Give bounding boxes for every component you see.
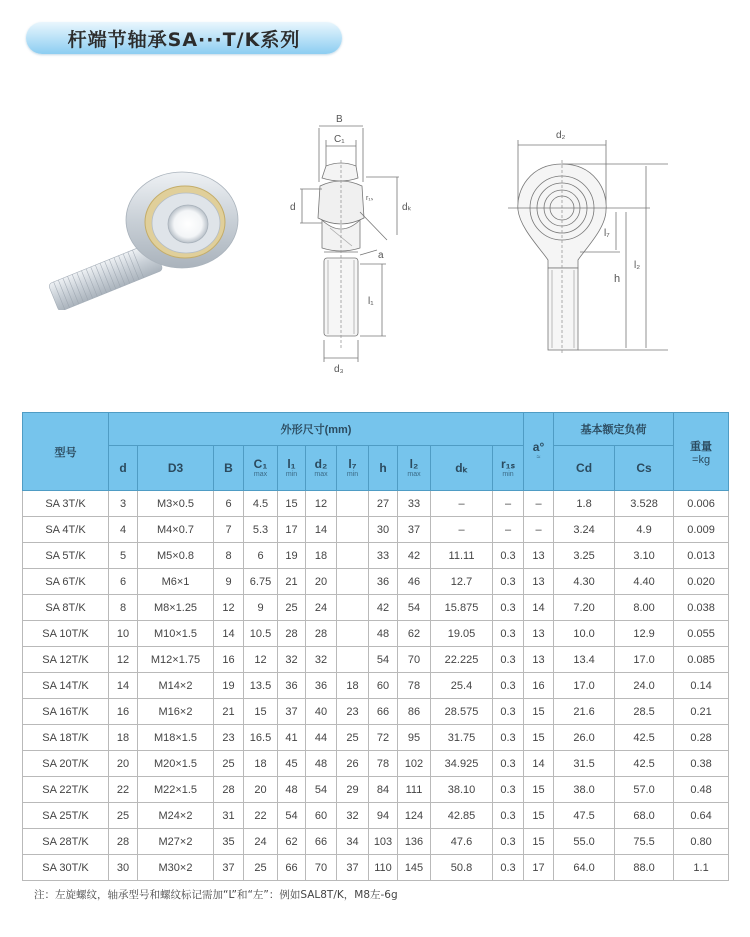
value-cell: 57.0 — [615, 777, 674, 803]
value-cell: 9 — [244, 595, 278, 621]
value-cell: 34 — [337, 829, 369, 855]
value-cell: 54 — [278, 803, 306, 829]
model-cell: SA 16T/K — [23, 699, 109, 725]
value-cell: 19 — [214, 673, 244, 699]
value-cell: 28 — [109, 829, 138, 855]
value-cell: 111 — [398, 777, 431, 803]
header-row-2 — [23, 446, 729, 491]
value-cell: 86 — [398, 699, 431, 725]
value-cell: 13.5 — [244, 673, 278, 699]
page-title: 杆端节轴承SA···T/K系列 — [67, 28, 301, 51]
value-cell: 84 — [369, 777, 398, 803]
value-cell: 3.24 — [554, 517, 615, 543]
value-cell: 94 — [369, 803, 398, 829]
value-cell: 15 — [524, 777, 554, 803]
value-cell: – — [524, 491, 554, 517]
table-row — [23, 517, 729, 543]
table-row — [23, 647, 729, 673]
dim-l1-label: l₁ — [368, 296, 374, 307]
value-cell: 33 — [398, 491, 431, 517]
value-cell: 4 — [109, 517, 138, 543]
value-cell: 0.3 — [493, 569, 524, 595]
value-cell: 0.013 — [674, 543, 729, 569]
value-cell: 28 — [306, 621, 337, 647]
table-row — [23, 725, 729, 751]
value-cell: 30 — [369, 517, 398, 543]
value-cell: 0.48 — [674, 777, 729, 803]
value-cell: 0.3 — [493, 543, 524, 569]
value-cell: 21 — [278, 569, 306, 595]
value-cell: 20 — [109, 751, 138, 777]
value-cell: 20 — [306, 569, 337, 595]
value-cell: 34.925 — [431, 751, 493, 777]
model-cell: SA 4T/K — [23, 517, 109, 543]
model-cell: SA 5T/K — [23, 543, 109, 569]
value-cell: 0.14 — [674, 673, 729, 699]
value-cell: 103 — [369, 829, 398, 855]
value-cell: 124 — [398, 803, 431, 829]
value-cell: 66 — [278, 855, 306, 881]
value-cell: 45 — [278, 751, 306, 777]
header-angle-symbol: a° — [532, 440, 545, 454]
value-cell: M10×1.5 — [138, 621, 214, 647]
value-cell: 110 — [369, 855, 398, 881]
value-cell: 15 — [524, 803, 554, 829]
value-cell: 16 — [524, 673, 554, 699]
value-cell: 15 — [524, 699, 554, 725]
value-cell: M14×2 — [138, 673, 214, 699]
value-cell: 0.009 — [674, 517, 729, 543]
value-cell: 42.5 — [615, 751, 674, 777]
value-cell: 31.75 — [431, 725, 493, 751]
value-cell: 62 — [398, 621, 431, 647]
value-cell: 54 — [306, 777, 337, 803]
value-cell: 60 — [369, 673, 398, 699]
value-cell: 13 — [524, 621, 554, 647]
value-cell: 27 — [369, 491, 398, 517]
value-cell: 31 — [214, 803, 244, 829]
value-cell: 26.0 — [554, 725, 615, 751]
value-cell: 50.8 — [431, 855, 493, 881]
value-cell: 25 — [214, 751, 244, 777]
value-cell: 42 — [398, 543, 431, 569]
dim-d3-label: d₃ — [334, 364, 344, 375]
value-cell: 22.225 — [431, 647, 493, 673]
value-cell: 37 — [398, 517, 431, 543]
value-cell: 12.9 — [615, 621, 674, 647]
model-cell: SA 6T/K — [23, 569, 109, 595]
value-cell: 11.11 — [431, 543, 493, 569]
header-angle-sub: ≈ — [536, 454, 541, 461]
model-cell: SA 3T/K — [23, 491, 109, 517]
value-cell: 13 — [524, 569, 554, 595]
table-row — [23, 699, 729, 725]
value-cell: M30×2 — [138, 855, 214, 881]
model-cell: SA 25T/K — [23, 803, 109, 829]
value-cell: 47.5 — [554, 803, 615, 829]
value-cell: 15 — [244, 699, 278, 725]
value-cell: 32 — [337, 803, 369, 829]
value-cell — [337, 595, 369, 621]
value-cell: 48 — [306, 751, 337, 777]
value-cell: 7 — [214, 517, 244, 543]
value-cell: 88.0 — [615, 855, 674, 881]
table-row — [23, 621, 729, 647]
value-cell: 0.3 — [493, 621, 524, 647]
value-cell: M20×1.5 — [138, 751, 214, 777]
value-cell: 66 — [369, 699, 398, 725]
value-cell: 55.0 — [554, 829, 615, 855]
table-row — [23, 595, 729, 621]
value-cell: 78 — [398, 673, 431, 699]
value-cell: 5 — [109, 543, 138, 569]
value-cell: 14 — [214, 621, 244, 647]
header-weight — [674, 413, 729, 491]
value-cell: 41 — [278, 725, 306, 751]
value-cell: 37 — [214, 855, 244, 881]
dim-h-label: h — [614, 273, 621, 285]
value-cell: 136 — [398, 829, 431, 855]
value-cell: – — [493, 517, 524, 543]
value-cell: – — [431, 491, 493, 517]
value-cell: 6.75 — [244, 569, 278, 595]
value-cell — [337, 543, 369, 569]
value-cell: M12×1.75 — [138, 647, 214, 673]
table-row — [23, 803, 729, 829]
value-cell: 0.3 — [493, 777, 524, 803]
value-cell: 0.3 — [493, 595, 524, 621]
value-cell: 23 — [337, 699, 369, 725]
value-cell: 36 — [278, 673, 306, 699]
front-view-drawing — [500, 120, 670, 360]
value-cell: 18 — [337, 673, 369, 699]
value-cell: 32 — [306, 647, 337, 673]
header-col-C1: C₁ max — [244, 446, 278, 491]
value-cell: 38.0 — [554, 777, 615, 803]
value-cell: M27×2 — [138, 829, 214, 855]
value-cell: M18×1.5 — [138, 725, 214, 751]
table-row — [23, 491, 729, 517]
value-cell: M3×0.5 — [138, 491, 214, 517]
value-cell: 60 — [306, 803, 337, 829]
value-cell: 23 — [214, 725, 244, 751]
value-cell: 0.38 — [674, 751, 729, 777]
header-col-l1: l₁ min — [278, 446, 306, 491]
value-cell: 0.21 — [674, 699, 729, 725]
header-dimensions-group: 外形尺寸(mm) — [109, 413, 524, 446]
header-col-Cd: Cd — [554, 446, 615, 491]
value-cell: 62 — [278, 829, 306, 855]
value-cell: 3.528 — [615, 491, 674, 517]
value-cell: 7.20 — [554, 595, 615, 621]
value-cell: 4.5 — [244, 491, 278, 517]
header-col-r1s: r₁ₛ min — [493, 446, 524, 491]
value-cell: 36 — [369, 569, 398, 595]
value-cell: 17 — [524, 855, 554, 881]
header-col-dk: dₖ — [431, 446, 493, 491]
value-cell: 95 — [398, 725, 431, 751]
value-cell: 15 — [524, 725, 554, 751]
value-cell — [337, 491, 369, 517]
value-cell: – — [524, 517, 554, 543]
model-cell: SA 22T/K — [23, 777, 109, 803]
footnote: 注：左旋螺纹，轴承型号和螺纹标记需加“L”和“左”：例如SAL8T/K，M8左-6g — [34, 889, 398, 901]
value-cell: 28.575 — [431, 699, 493, 725]
value-cell: 12.7 — [431, 569, 493, 595]
dim-B-label: B — [336, 114, 343, 125]
value-cell: 21.6 — [554, 699, 615, 725]
value-cell: 72 — [369, 725, 398, 751]
value-cell: 13 — [524, 543, 554, 569]
value-cell: 24 — [244, 829, 278, 855]
value-cell: 22 — [244, 803, 278, 829]
value-cell: 70 — [306, 855, 337, 881]
value-cell: 28 — [214, 777, 244, 803]
model-cell: SA 30T/K — [23, 855, 109, 881]
value-cell: 9 — [214, 569, 244, 595]
value-cell: 42.85 — [431, 803, 493, 829]
value-cell: 3.10 — [615, 543, 674, 569]
value-cell: 0.3 — [493, 673, 524, 699]
value-cell: 0.3 — [493, 829, 524, 855]
value-cell: 8 — [214, 543, 244, 569]
dim-l2-label: l₂ — [634, 260, 641, 271]
value-cell: 42.5 — [615, 725, 674, 751]
value-cell: 3.25 — [554, 543, 615, 569]
value-cell: 70 — [398, 647, 431, 673]
value-cell: 25 — [244, 855, 278, 881]
dim-C1-label: C₁ — [334, 134, 345, 145]
header-angle — [524, 413, 554, 491]
value-cell: 33 — [369, 543, 398, 569]
header-col-h: h — [369, 446, 398, 491]
value-cell: 15.875 — [431, 595, 493, 621]
value-cell: 0.3 — [493, 751, 524, 777]
value-cell: 78 — [369, 751, 398, 777]
value-cell: 145 — [398, 855, 431, 881]
value-cell: 66 — [306, 829, 337, 855]
table-row — [23, 673, 729, 699]
table-row — [23, 829, 729, 855]
header-col-B: B — [214, 446, 244, 491]
value-cell: 0.038 — [674, 595, 729, 621]
title-banner — [26, 22, 342, 54]
value-cell: 32 — [278, 647, 306, 673]
value-cell: 6 — [214, 491, 244, 517]
spec-table — [22, 412, 729, 881]
header-col-d2: d₂ max — [306, 446, 337, 491]
value-cell: 14 — [524, 595, 554, 621]
value-cell: 6 — [244, 543, 278, 569]
model-cell: SA 10T/K — [23, 621, 109, 647]
header-row-1 — [23, 413, 729, 446]
value-cell: M5×0.8 — [138, 543, 214, 569]
value-cell: 48 — [369, 621, 398, 647]
value-cell: 0.006 — [674, 491, 729, 517]
value-cell: 75.5 — [615, 829, 674, 855]
header-col-l2: l₂ max — [398, 446, 431, 491]
value-cell: 20 — [244, 777, 278, 803]
value-cell: M24×2 — [138, 803, 214, 829]
value-cell: 68.0 — [615, 803, 674, 829]
value-cell: 4.30 — [554, 569, 615, 595]
value-cell: 14 — [306, 517, 337, 543]
value-cell: 54 — [369, 647, 398, 673]
value-cell: 0.3 — [493, 647, 524, 673]
value-cell — [337, 621, 369, 647]
value-cell: 22 — [109, 777, 138, 803]
dim-l7-label: l₇ — [604, 228, 610, 239]
table-row — [23, 543, 729, 569]
value-cell: 14 — [524, 751, 554, 777]
value-cell: 13 — [524, 647, 554, 673]
value-cell: 38.10 — [431, 777, 493, 803]
header-model: 型号 — [23, 413, 109, 491]
value-cell: 0.020 — [674, 569, 729, 595]
model-cell: SA 8T/K — [23, 595, 109, 621]
value-cell: 19.05 — [431, 621, 493, 647]
value-cell: 15 — [278, 491, 306, 517]
value-cell: 48 — [278, 777, 306, 803]
header-col-l7: l₇ min — [337, 446, 369, 491]
value-cell: 0.055 — [674, 621, 729, 647]
value-cell: 17 — [278, 517, 306, 543]
value-cell: 37 — [337, 855, 369, 881]
dim-dk-label: dₖ — [402, 202, 412, 213]
value-cell: 3 — [109, 491, 138, 517]
value-cell: 16 — [109, 699, 138, 725]
model-cell: SA 14T/K — [23, 673, 109, 699]
value-cell: M4×0.7 — [138, 517, 214, 543]
value-cell: 25 — [278, 595, 306, 621]
value-cell: 0.3 — [493, 699, 524, 725]
value-cell: M22×1.5 — [138, 777, 214, 803]
model-cell: SA 20T/K — [23, 751, 109, 777]
value-cell: 25 — [109, 803, 138, 829]
value-cell: 8.00 — [615, 595, 674, 621]
table-row — [23, 751, 729, 777]
value-cell: 17.0 — [554, 673, 615, 699]
value-cell: 64.0 — [554, 855, 615, 881]
value-cell: 13.4 — [554, 647, 615, 673]
value-cell: 42 — [369, 595, 398, 621]
value-cell: 35 — [214, 829, 244, 855]
value-cell: 28.5 — [615, 699, 674, 725]
value-cell: 31.5 — [554, 751, 615, 777]
value-cell: 4.9 — [615, 517, 674, 543]
value-cell: 10.0 — [554, 621, 615, 647]
value-cell: M6×1 — [138, 569, 214, 595]
value-cell: 24.0 — [615, 673, 674, 699]
value-cell — [337, 647, 369, 673]
value-cell: 18 — [306, 543, 337, 569]
value-cell: 12 — [109, 647, 138, 673]
value-cell: 17.0 — [615, 647, 674, 673]
header-weight-line1: 重量 — [690, 440, 713, 453]
value-cell: 0.80 — [674, 829, 729, 855]
header-col-d: d — [109, 446, 138, 491]
product-photo — [30, 160, 240, 310]
value-cell: M16×2 — [138, 699, 214, 725]
value-cell: 1.8 — [554, 491, 615, 517]
value-cell: 37 — [278, 699, 306, 725]
value-cell: 30 — [109, 855, 138, 881]
dim-d-label: d — [290, 202, 296, 213]
table-row — [23, 569, 729, 595]
dim-d2-label: d₂ — [556, 130, 566, 141]
value-cell: 6 — [109, 569, 138, 595]
value-cell: 12 — [214, 595, 244, 621]
value-cell: 14 — [109, 673, 138, 699]
dim-a-label: a — [378, 250, 384, 261]
value-cell: 0.64 — [674, 803, 729, 829]
value-cell: 19 — [278, 543, 306, 569]
value-cell: 10 — [109, 621, 138, 647]
value-cell: 26 — [337, 751, 369, 777]
value-cell: 24 — [306, 595, 337, 621]
header-col-D3: D3 — [138, 446, 214, 491]
value-cell: 16.5 — [244, 725, 278, 751]
value-cell: 1.1 — [674, 855, 729, 881]
value-cell: 10.5 — [244, 621, 278, 647]
value-cell: 18 — [244, 751, 278, 777]
side-view-drawing — [282, 100, 422, 380]
model-cell: SA 12T/K — [23, 647, 109, 673]
value-cell: 18 — [109, 725, 138, 751]
value-cell: 46 — [398, 569, 431, 595]
value-cell: 36 — [306, 673, 337, 699]
value-cell: M8×1.25 — [138, 595, 214, 621]
value-cell: 15 — [524, 829, 554, 855]
header-load-group: 基本额定负荷 — [554, 413, 674, 446]
value-cell: – — [493, 491, 524, 517]
value-cell: 8 — [109, 595, 138, 621]
value-cell: 25.4 — [431, 673, 493, 699]
value-cell: 102 — [398, 751, 431, 777]
value-cell: 16 — [214, 647, 244, 673]
value-cell: 12 — [244, 647, 278, 673]
value-cell: 25 — [337, 725, 369, 751]
value-cell: 54 — [398, 595, 431, 621]
value-cell: 5.3 — [244, 517, 278, 543]
table-row — [23, 855, 729, 881]
model-cell: SA 18T/K — [23, 725, 109, 751]
value-cell: 0.3 — [493, 803, 524, 829]
value-cell: – — [431, 517, 493, 543]
value-cell: 0.085 — [674, 647, 729, 673]
value-cell: 47.6 — [431, 829, 493, 855]
value-cell: 4.40 — [615, 569, 674, 595]
value-cell — [337, 517, 369, 543]
header-col-Cs: Cs — [615, 446, 674, 491]
spec-table-body — [23, 491, 729, 881]
value-cell: 12 — [306, 491, 337, 517]
value-cell: 0.28 — [674, 725, 729, 751]
value-cell: 40 — [306, 699, 337, 725]
value-cell: 44 — [306, 725, 337, 751]
table-row — [23, 777, 729, 803]
value-cell: 21 — [214, 699, 244, 725]
model-cell: SA 28T/K — [23, 829, 109, 855]
dim-r-label: r₁ₛ — [366, 195, 374, 202]
value-cell — [337, 569, 369, 595]
value-cell: 28 — [278, 621, 306, 647]
header-weight-line2: =kg — [692, 453, 711, 466]
value-cell: 29 — [337, 777, 369, 803]
value-cell: 0.3 — [493, 725, 524, 751]
value-cell: 0.3 — [493, 855, 524, 881]
